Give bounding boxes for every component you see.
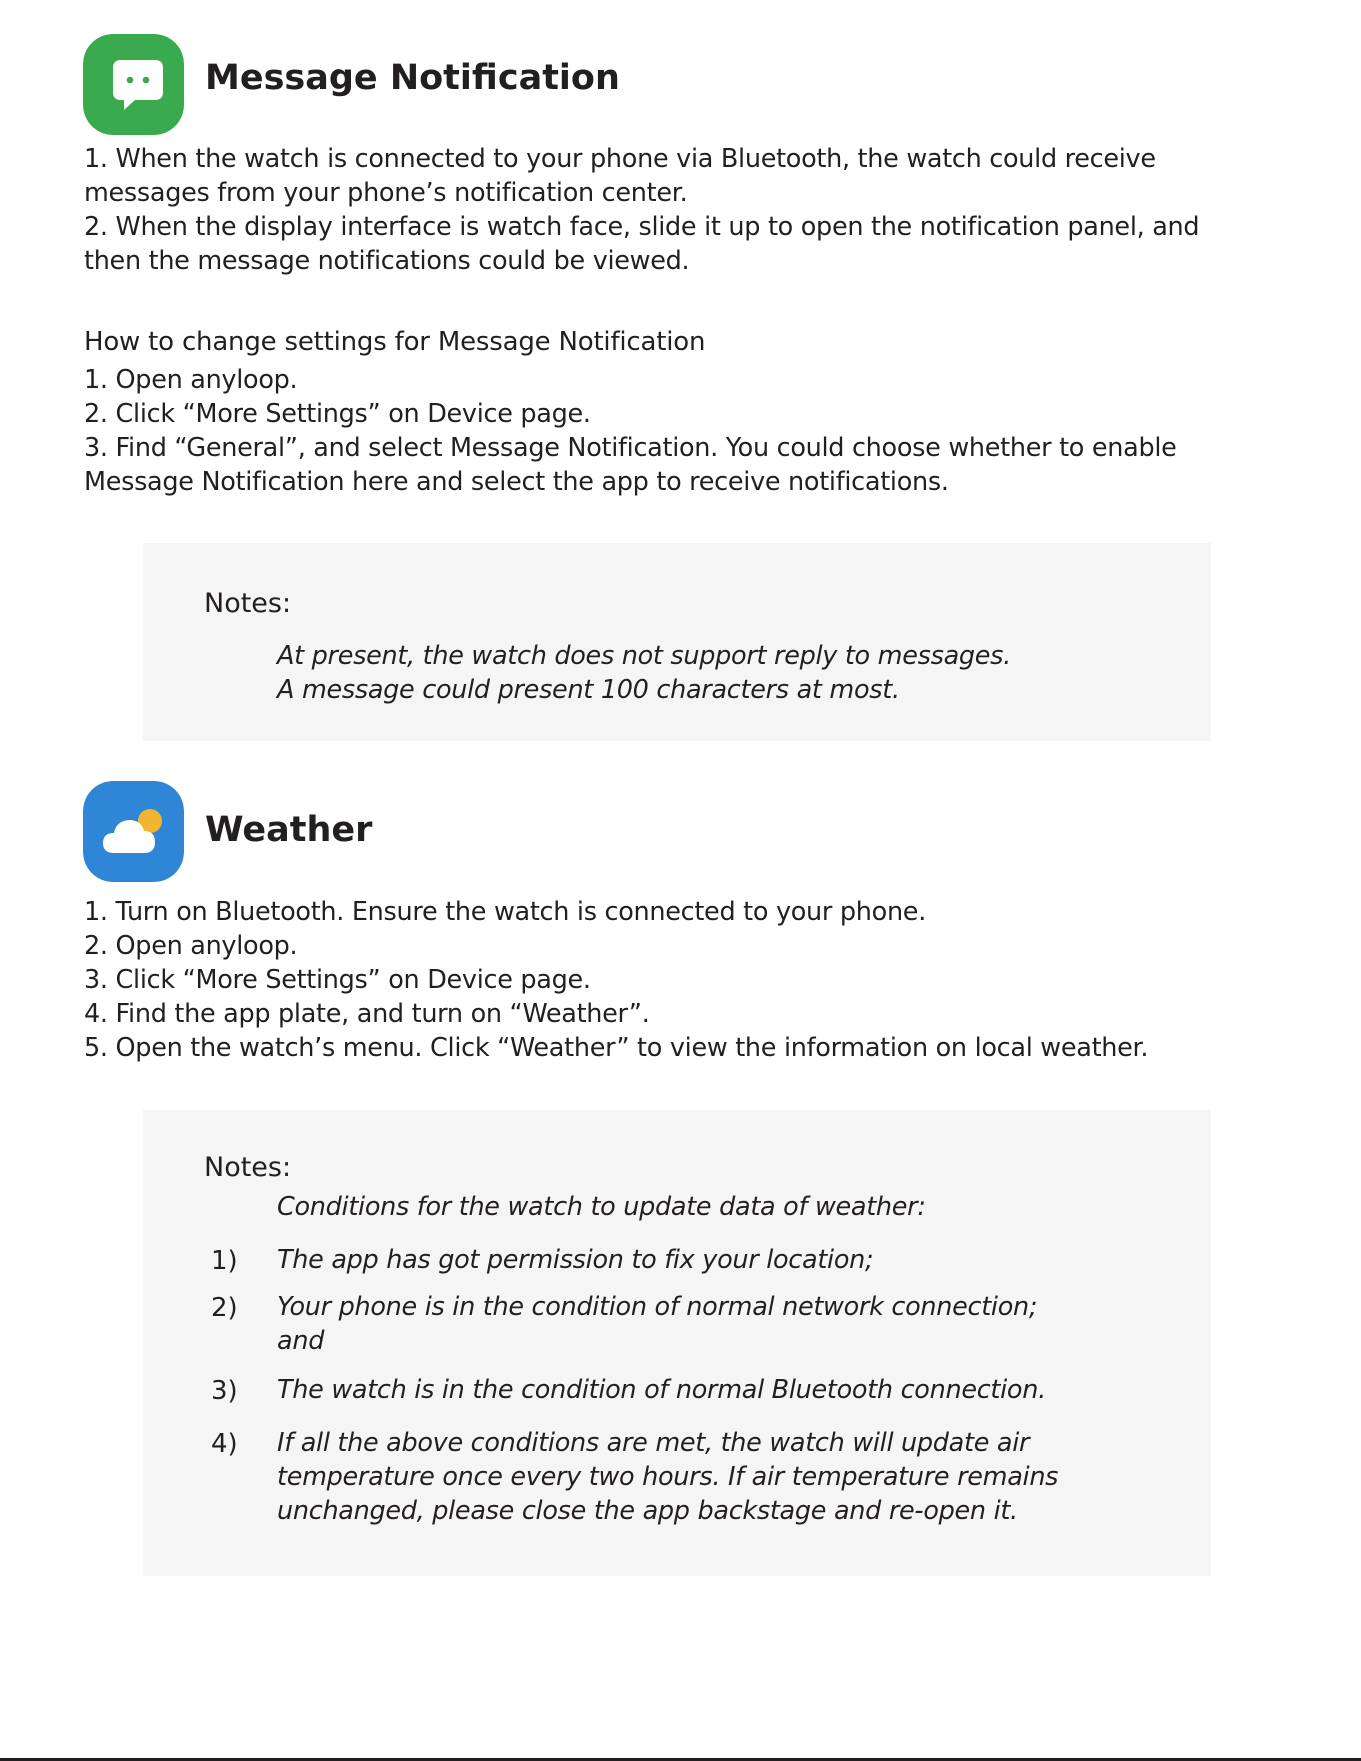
note-line: At present, the watch does not support reply to messages. bbox=[277, 641, 1011, 671]
weather-step: 5. Open the watch’s menu. Click “Weather” to view the information on local weather. bbox=[84, 1033, 1149, 1063]
message-intro-line: 2. When the display interface is watch face, slide it up to open the notification panel, and bbox=[84, 212, 1200, 242]
message-notification-title: Message Notification bbox=[205, 58, 620, 98]
note-line: A message could present 100 characters at most. bbox=[277, 675, 900, 705]
settings-step: Message Notification here and select the app to receive notifications. bbox=[84, 467, 949, 497]
weather-step: 2. Open anyloop. bbox=[84, 931, 298, 961]
condition-line: The app has got permission to fix your location; bbox=[277, 1245, 874, 1275]
message-intro bbox=[84, 142, 1234, 278]
weather-title: Weather bbox=[205, 810, 373, 850]
message-intro-line: then the message notifications could be viewed. bbox=[84, 246, 690, 276]
weather-step: 1. Turn on Bluetooth. Ensure the watch is connected to your phone. bbox=[84, 897, 926, 927]
note-intro: Conditions for the watch to update data of weather: bbox=[277, 1192, 926, 1222]
message-app-icon bbox=[83, 34, 184, 135]
condition-line: unchanged, please close the app backstage and re-open it. bbox=[277, 1496, 1018, 1526]
settings-step: 3. Find “General”, and select Message Notification. You could choose whether to enable bbox=[84, 433, 1177, 463]
notes-label: Notes: bbox=[204, 1152, 292, 1183]
weather-notes-box bbox=[143, 1110, 1211, 1576]
condition-line: Your phone is in the condition of normal network connection; bbox=[277, 1292, 1038, 1322]
condition-line: and bbox=[277, 1326, 325, 1356]
settings-step: 2. Click “More Settings” on Device page. bbox=[84, 399, 591, 429]
weather-step: 3. Click “More Settings” on Device page. bbox=[84, 965, 591, 995]
notes-label: Notes: bbox=[204, 588, 292, 619]
weather-steps bbox=[84, 895, 1234, 1065]
settings-steps bbox=[84, 363, 1234, 499]
condition-number: 1) bbox=[211, 1246, 238, 1276]
weather-step: 4. Find the app plate, and turn on “Weather”. bbox=[84, 999, 650, 1029]
condition-number: 2) bbox=[211, 1293, 238, 1323]
condition-number: 3) bbox=[211, 1376, 238, 1406]
message-intro-line: 1. When the watch is connected to your phone via Bluetooth, the watch could receive bbox=[84, 144, 1156, 174]
condition-line: temperature once every two hours. If air temperature remains bbox=[277, 1462, 1059, 1492]
condition-number: 4) bbox=[211, 1429, 238, 1459]
message-notes-box bbox=[143, 543, 1211, 741]
condition-line: If all the above conditions are met, the watch will update air bbox=[277, 1428, 1030, 1458]
settings-heading: How to change settings for Message Notification bbox=[84, 327, 706, 357]
condition-line: The watch is in the condition of normal Bluetooth connection. bbox=[277, 1375, 1046, 1405]
weather-app-icon bbox=[83, 781, 184, 882]
settings-step: 1. Open anyloop. bbox=[84, 365, 298, 395]
message-intro-line: messages from your phone’s notification center. bbox=[84, 178, 688, 208]
